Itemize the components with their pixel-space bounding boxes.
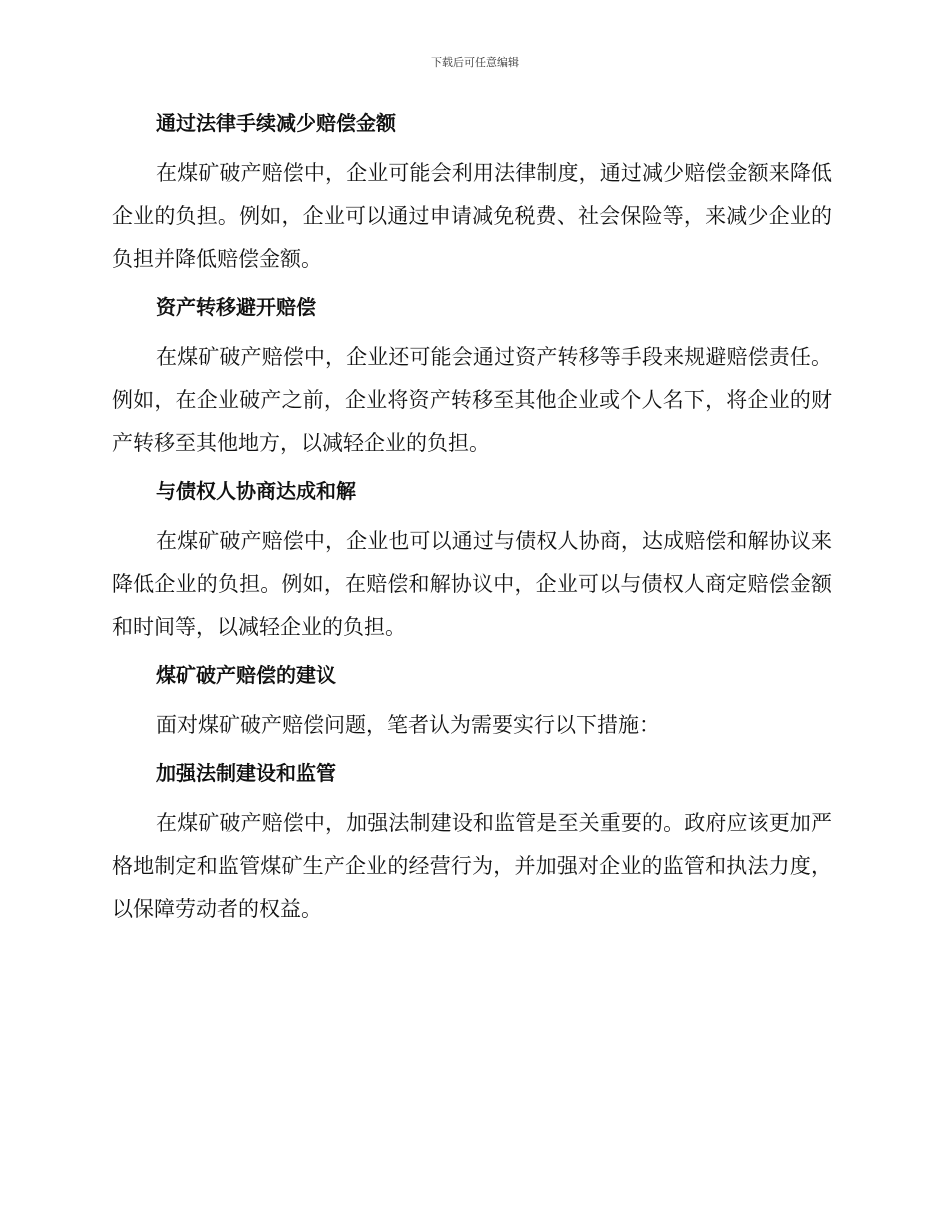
section-heading-suggestions: 煤矿破产赔偿的建议 — [156, 663, 336, 687]
section-paragraph-legal-supervision: 在煤矿破产赔偿中，加强法制建设和监管是至关重要的。政府应该更加严格地制定和监管煤矿生产企业的经营行为，并加强对企业的监管和执法力度，以保障劳动者的权益。 — [112, 811, 832, 921]
section-paragraph-asset-transfer: 在煤矿破产赔偿中，企业还可能会通过资产转移等手段来规避赔偿责任。例如，在企业破产之前，企业将资产转移至其他企业或个人名下，将企业的财产转移至其他地方，以减轻企业的负担。 — [112, 345, 832, 455]
document-body — [112, 108, 832, 942]
section-heading-legal-supervision: 加强法制建设和监管 — [156, 761, 336, 785]
section-heading-creditor-settlement: 与债权人协商达成和解 — [156, 479, 356, 503]
section-heading-legal-procedures: 通过法律手续减少赔偿金额 — [156, 111, 396, 135]
section-paragraph-creditor-settlement: 在煤矿破产赔偿中，企业也可以通过与债权人协商，达成赔偿和解协议来降低企业的负担。例如，在赔偿和解协议中，企业可以与债权人商定赔偿金额和时间等，以减轻企业的负担。 — [112, 529, 832, 639]
section-heading-asset-transfer: 资产转移避开赔偿 — [156, 295, 316, 319]
section-paragraph-legal-procedures: 在煤矿破产赔偿中，企业可能会利用法律制度，通过减少赔偿金额来降低企业的负担。例如，企业可以通过申请减免税费、社会保险等，来减少企业的负担并降低赔偿金额。 — [112, 161, 832, 271]
section-paragraph-suggestions: 面对煤矿破产赔偿问题，笔者认为需要实行以下措施： — [156, 713, 660, 737]
page-header: 下载后可任意编辑 — [431, 56, 519, 69]
